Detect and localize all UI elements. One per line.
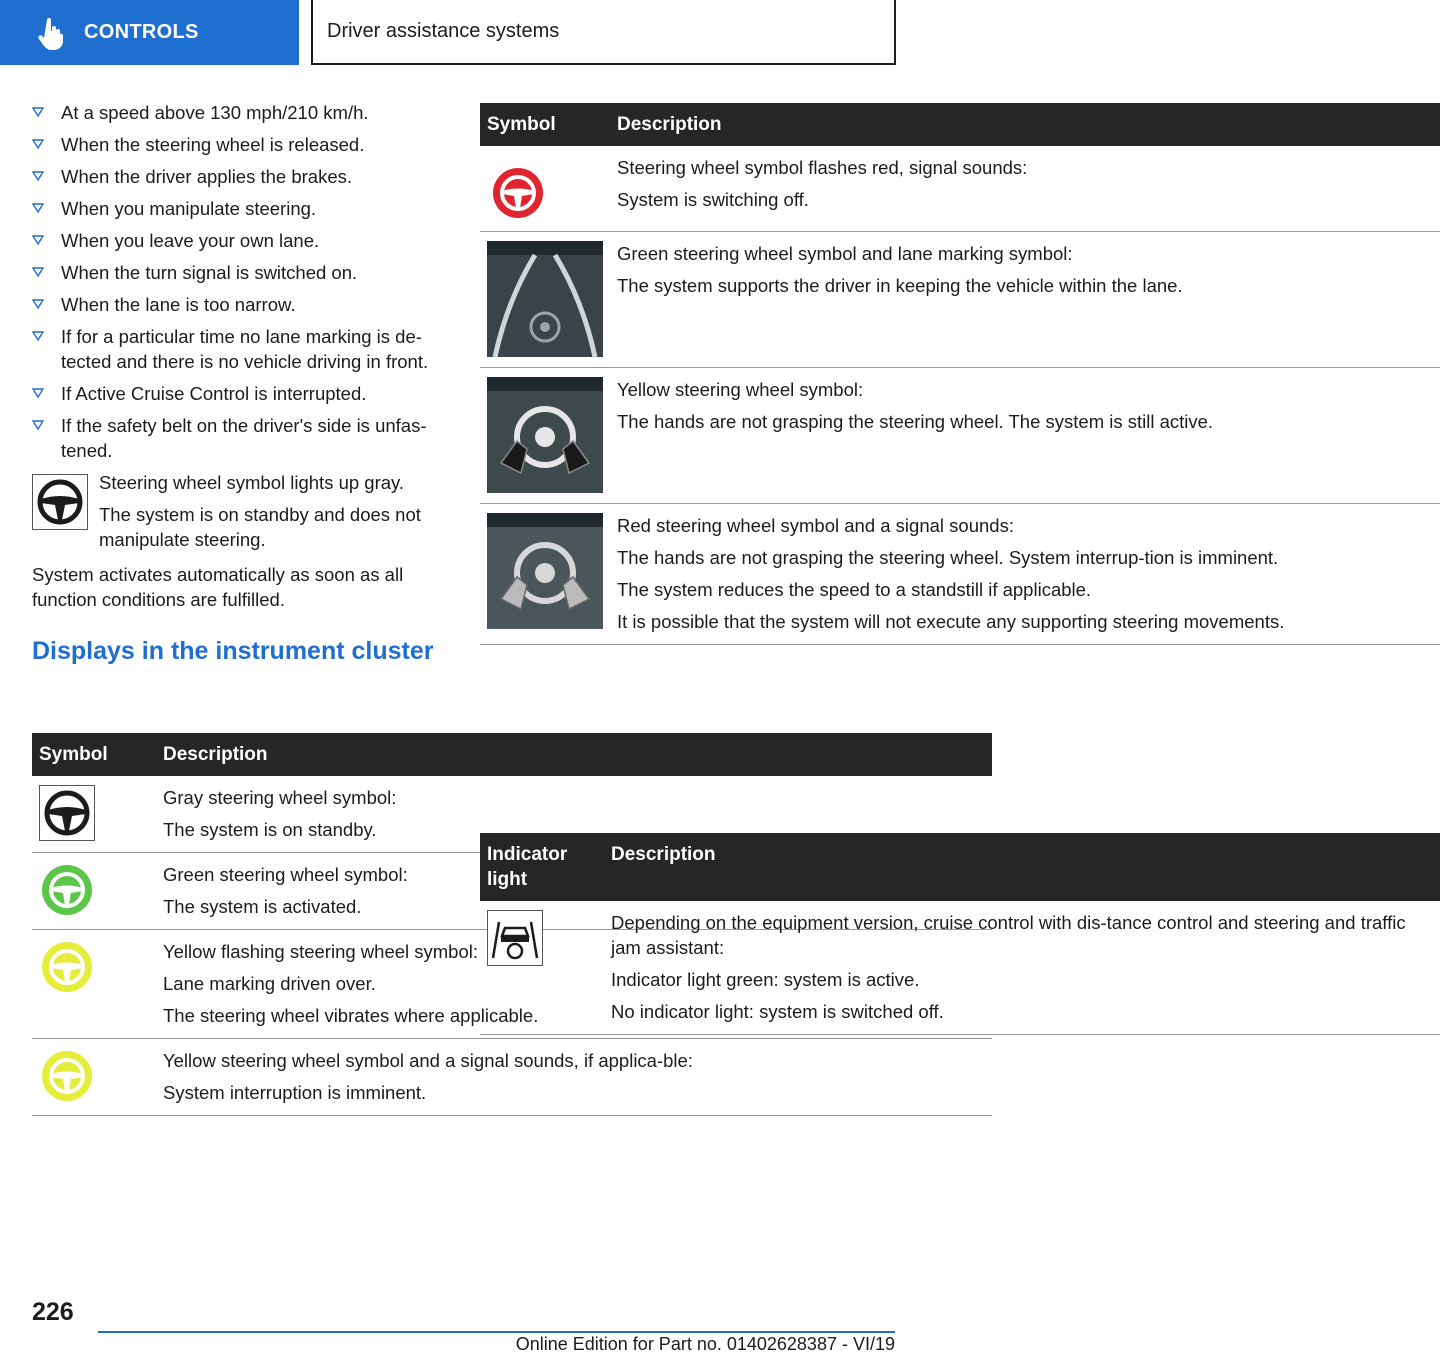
- yellow-flashing-steering-wheel-icon: [39, 939, 95, 995]
- steering-lane-assistant-indicator-icon: [487, 910, 543, 966]
- description-line: The steering wheel vibrates where applicable.: [163, 1005, 539, 1026]
- description-line: System is switching off.: [617, 189, 809, 210]
- triangle-bullet-icon: [32, 388, 44, 398]
- table-header-row: [480, 103, 1440, 146]
- description-line: The system is activated.: [163, 896, 362, 917]
- symbol-table: [480, 103, 1440, 645]
- description-line: The hands are not grasping the steering wheel. The system is still active.: [617, 411, 1214, 432]
- gray-steering-wheel-icon: [32, 474, 88, 530]
- triangle-bullet-icon: [32, 203, 44, 213]
- red-hands-off-display-icon: [487, 513, 603, 629]
- triangle-bullet-icon: [32, 139, 44, 149]
- footer-divider: [98, 1331, 895, 1333]
- edition-note: Online Edition for Part no. 01402628387 - VI/19: [515, 1334, 895, 1354]
- column-header-symbol: Symbol: [480, 103, 610, 146]
- description-line: Yellow steering wheel symbol and a signal sounds, if applica‐ble:: [163, 1050, 693, 1071]
- description-line: Yellow flashing steering wheel symbol:: [163, 941, 479, 962]
- triangle-bullet-icon: [32, 235, 44, 245]
- note-line: The system is on standby and does not manipulate steering.: [99, 504, 421, 550]
- triangle-bullet-icon: [32, 171, 44, 181]
- description-line: Indicator light green: system is active.: [611, 969, 920, 990]
- description-line: Green steering wheel symbol and lane marking symbol:: [617, 243, 1073, 264]
- list-item: When you leave your own lane.: [32, 228, 448, 253]
- triangle-bullet-icon: [32, 107, 44, 117]
- table-header-row: [480, 833, 1440, 901]
- column-header-indicator: Indicator light: [480, 833, 604, 901]
- description-line: Steering wheel symbol flashes red, signal sounds:: [617, 157, 1028, 178]
- description-line: No indicator light: system is switched off.: [611, 1001, 944, 1022]
- column-header-description: Description: [610, 103, 1440, 146]
- table-row: [480, 146, 1440, 232]
- column-header-description: Description: [604, 833, 1440, 901]
- description-line: Yellow steering wheel symbol:: [617, 379, 864, 400]
- triangle-bullet-icon: [32, 331, 44, 341]
- description-line: The system is on standby.: [163, 819, 377, 840]
- list-item: When the lane is too narrow.: [32, 292, 448, 317]
- triangle-bullet-icon: [32, 420, 44, 430]
- list-item: If the safety belt on the driver's side is unfas‐tened.: [32, 413, 448, 463]
- table-row: [480, 232, 1440, 368]
- yellow-hands-off-display-icon: [487, 377, 603, 493]
- description-line: Green steering wheel symbol:: [163, 864, 408, 885]
- section-heading: Displays in the instrument cluster: [32, 637, 434, 665]
- table-header-row: [32, 733, 992, 776]
- red-steering-wheel-icon: [490, 165, 546, 221]
- list-item: When you manipulate steering.: [32, 196, 448, 221]
- description-line: The system reduces the speed to a standstill if applicable.: [617, 579, 1092, 600]
- list-item: If for a particular time no lane marking is de‐tected and there is no vehicle driving in front.: [32, 324, 448, 374]
- section-label: CONTROLS: [84, 21, 199, 43]
- description-line: Lane marking driven over.: [163, 973, 376, 994]
- description-line: The system supports the driver in keeping the vehicle within the lane.: [617, 275, 1183, 296]
- condition-list: [32, 100, 448, 463]
- hand-pointer-icon: [38, 18, 64, 48]
- table-row: [480, 901, 1440, 1035]
- page-number: 226: [32, 1298, 74, 1326]
- triangle-bullet-icon: [32, 267, 44, 277]
- section-tab[interactable]: [0, 0, 299, 65]
- table-row: [480, 368, 1440, 504]
- gray-steering-wheel-icon: [39, 785, 95, 841]
- column-header-symbol: Symbol: [32, 733, 156, 776]
- yellow-steering-wheel-icon: [39, 1048, 95, 1104]
- triangle-bullet-icon: [32, 299, 44, 309]
- left-column: [32, 100, 448, 666]
- description-line: Depending on the equipment version, cruise control with dis‐tance control and steering and traffic jam assistant:: [611, 912, 1406, 958]
- column-header-description: Description: [156, 733, 992, 776]
- list-item: When the steering wheel is released.: [32, 132, 448, 157]
- list-item: When the turn signal is switched on.: [32, 260, 448, 285]
- list-item: If Active Cruise Control is interrupted.: [32, 381, 448, 406]
- green-steering-wheel-icon: [39, 862, 95, 918]
- standby-symbol-note: [32, 470, 448, 559]
- description-line: Gray steering wheel symbol:: [163, 787, 397, 808]
- list-item: When the driver applies the brakes.: [32, 164, 448, 189]
- table-row: [480, 504, 1440, 645]
- description-line: System interruption is imminent.: [163, 1082, 427, 1103]
- activation-paragraph: System activates automatically as soon as all function conditions are fulfilled.: [32, 564, 404, 610]
- description-line: It is possible that the system will not execute any supporting steering movements.: [617, 611, 1285, 632]
- table-row: [32, 1039, 992, 1116]
- description-line: Red steering wheel symbol and a signal sounds:: [617, 515, 1014, 536]
- list-item: At a speed above 130 mph/210 km/h.: [32, 100, 448, 125]
- indicator-light-table: [480, 833, 1440, 1035]
- chapter-title: Driver assistance systems: [311, 0, 896, 65]
- green-lane-steering-display-icon: [487, 241, 603, 357]
- note-line: Steering wheel symbol lights up gray.: [99, 472, 405, 493]
- description-line: The hands are not grasping the steering wheel. System interrup‐tion is imminent.: [617, 547, 1279, 568]
